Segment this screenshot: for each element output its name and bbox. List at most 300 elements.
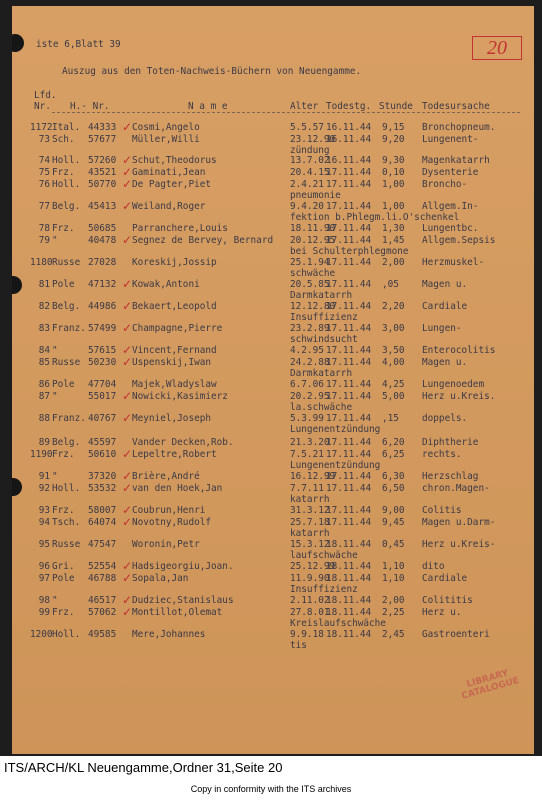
cell-date: 17.11.44 <box>326 301 372 312</box>
cell-h-nr: 43521 <box>88 167 117 178</box>
cell-name: Champagne,Pierre <box>132 323 223 334</box>
cell-time: 6,50 <box>382 483 405 494</box>
cell-h-nr: 49585 <box>88 629 117 640</box>
cell-name: Weiland,Roger <box>132 201 206 212</box>
table-row <box>12 605 534 629</box>
cell-time: 2,20 <box>382 301 405 312</box>
cell-continuation: katarrh <box>290 528 330 539</box>
cell-continuation: schwindsucht <box>290 334 358 345</box>
header-h-nr: H.- Nr. <box>70 101 110 112</box>
table-row <box>12 155 534 166</box>
cell-cause: Cardiale <box>422 301 468 312</box>
cell-nation: Franz. <box>52 323 86 334</box>
cell-date: 16.11.44 <box>326 122 372 133</box>
cell-h-nr: 50230 <box>88 357 117 368</box>
cell-h-nr: 44333 <box>88 122 117 133</box>
cell-name: Bekaert,Leopold <box>132 301 217 312</box>
cell-h-nr: 46788 <box>88 573 117 584</box>
cell-age: 18.11.90 <box>290 223 336 234</box>
table-row <box>12 595 534 606</box>
cell-h-nr: 45413 <box>88 201 117 212</box>
cell-date: 16.11.44 <box>326 155 372 166</box>
red-check-mark-icon: ✓ <box>122 559 133 573</box>
cell-age: 2.11.02 <box>290 595 330 606</box>
cell-h-nr: 52554 <box>88 561 117 572</box>
table-row <box>12 447 534 471</box>
cell-number: 1190 <box>30 449 53 460</box>
cell-continuation: Lungenentzündung <box>290 424 381 435</box>
cell-name: Majek,Wladyslaw <box>132 379 217 390</box>
cell-name: De Pagter,Piet <box>132 179 212 190</box>
cell-number: 86 <box>38 379 50 390</box>
cell-h-nr: 53532 <box>88 483 117 494</box>
cell-number: 78 <box>38 223 50 234</box>
cell-cause: dito <box>422 561 445 572</box>
cell-name: Woronin,Petr <box>132 539 200 550</box>
cell-h-nr: 57062 <box>88 607 117 618</box>
cell-cause: Broncho- <box>422 179 468 190</box>
cell-nation: Russe <box>52 539 81 550</box>
archive-reference: ITS/ARCH/KL Neuengamme,Ordner 31,Seite 20 <box>4 760 283 775</box>
cell-h-nr: 37320 <box>88 471 117 482</box>
cell-date: 17.11.44 <box>326 517 372 528</box>
cell-number: 85 <box>38 357 50 368</box>
table-row <box>12 561 534 572</box>
cell-date: 17.11.44 <box>326 167 372 178</box>
cell-h-nr: 57677 <box>88 134 117 145</box>
cell-date: 18.11.44 <box>326 573 372 584</box>
cell-h-nr: 45597 <box>88 437 117 448</box>
red-check-mark-icon: ✓ <box>122 411 133 425</box>
cell-nation: Franz. <box>52 413 86 424</box>
cell-date: 17.11.44 <box>326 357 372 368</box>
cell-continuation: Darmkatarrh <box>290 368 353 379</box>
cell-cause: doppels. <box>422 413 468 424</box>
cell-time: 1,10 <box>382 561 405 572</box>
red-check-mark-icon: ✓ <box>122 233 133 247</box>
cell-age: 25.12.99 <box>290 561 336 572</box>
cell-cause: Gastroenteri <box>422 629 490 640</box>
cell-name: Sopala,Jan <box>132 573 189 584</box>
cell-continuation: tis <box>290 640 307 651</box>
cell-number: 83 <box>38 323 50 334</box>
header-death-date: Todestg. <box>326 101 372 112</box>
cell-time: 6,30 <box>382 471 405 482</box>
cell-h-nr: 64074 <box>88 517 117 528</box>
cell-continuation: bei Schulterphlegmone <box>290 246 409 257</box>
archive-caption <box>0 758 542 800</box>
header-age: Alter <box>290 101 319 112</box>
cell-cause: Enterocolitis <box>422 345 496 356</box>
cell-age: 5.5.57 <box>290 122 324 133</box>
cell-nation: Russe <box>52 357 81 368</box>
cell-nation: Holl. <box>52 483 81 494</box>
cell-h-nr: 47547 <box>88 539 117 550</box>
cell-age: 20.4.15 <box>290 167 330 178</box>
cell-date: 17.11.44 <box>326 235 372 246</box>
page-number-stamp: 20 <box>472 36 522 60</box>
cell-number: 82 <box>38 301 50 312</box>
table-row <box>12 481 534 505</box>
cell-cause: Allgem.Sepsis <box>422 235 496 246</box>
cell-nation: Pole <box>52 573 75 584</box>
cell-name: Kowak,Antoni <box>132 279 200 290</box>
cell-cause: Dysenterie <box>422 167 479 178</box>
table-row <box>12 299 534 323</box>
cell-age: 16.12.99 <box>290 471 336 482</box>
cell-time: 6,20 <box>382 437 405 448</box>
cell-number: 95 <box>38 539 50 550</box>
cell-number: 93 <box>38 505 50 516</box>
header-cause: Todesursache <box>422 101 490 112</box>
cell-nation: Frz. <box>52 167 75 178</box>
table-row <box>12 539 534 561</box>
cell-date: 18.11.44 <box>326 561 372 572</box>
cell-name: Meyniel,Joseph <box>132 413 212 424</box>
cell-number: 84 <box>38 345 50 356</box>
cell-date: 16.11.44 <box>326 134 372 145</box>
cell-cause: Bronchopneum. <box>422 122 496 133</box>
table-row <box>12 122 534 133</box>
cell-nation: Frz. <box>52 505 75 516</box>
table-row <box>12 199 534 223</box>
cell-date: 18.11.44 <box>326 539 372 550</box>
cell-date: 17.11.44 <box>326 279 372 290</box>
cell-nation: Ital. <box>52 122 81 133</box>
cell-time: 2,00 <box>382 595 405 606</box>
table-row <box>12 629 534 651</box>
cell-cause: Magen u. <box>422 357 468 368</box>
cell-cause: Herz u. <box>422 607 462 618</box>
cell-date: 17.11.44 <box>326 471 372 482</box>
cell-nation: Holl. <box>52 179 81 190</box>
cell-continuation: la.schwäche <box>290 402 353 413</box>
cell-nation: " <box>52 391 58 402</box>
table-row <box>12 355 534 379</box>
cell-cause: Magen u.Darm- <box>422 517 496 528</box>
cell-date: 17.11.44 <box>326 413 372 424</box>
cell-age: 5.3.99 <box>290 413 324 424</box>
cell-time: 0,45 <box>382 539 405 550</box>
cell-cause: Diphtherie <box>422 437 479 448</box>
red-check-mark-icon: ✓ <box>122 481 133 495</box>
cell-age: 9.9.18 <box>290 629 324 640</box>
cell-time: ,15 <box>382 413 399 424</box>
cell-date: 17.11.44 <box>326 179 372 190</box>
cell-nation: Holl. <box>52 629 81 640</box>
red-check-mark-icon: ✓ <box>122 469 133 483</box>
cell-name: Schut,Theodorus <box>132 155 217 166</box>
cell-date: 18.11.44 <box>326 595 372 606</box>
cell-number: 76 <box>38 179 50 190</box>
red-check-mark-icon: ✓ <box>122 177 133 191</box>
cell-age: 27.8.01 <box>290 607 330 618</box>
table-row <box>12 437 534 448</box>
cell-number: 73 <box>38 134 50 145</box>
cell-cause: Herz u.Kreis- <box>422 539 496 550</box>
cell-name: Mere,Johannes <box>132 629 206 640</box>
cell-age: 31.3.12 <box>290 505 330 516</box>
header-time: Stunde <box>379 101 413 112</box>
table-row <box>12 257 534 279</box>
cell-cause: Cardiale <box>422 573 468 584</box>
cell-h-nr: 57260 <box>88 155 117 166</box>
cell-cause: Lungenoedem <box>422 379 485 390</box>
red-check-mark-icon: ✓ <box>122 120 133 134</box>
red-check-mark-icon: ✓ <box>122 343 133 357</box>
table-row <box>12 134 534 156</box>
cell-name: Brière,André <box>132 471 200 482</box>
cell-name: Segnez de Bervey, Bernard <box>132 235 274 246</box>
cell-number: 75 <box>38 167 50 178</box>
cell-number: 97 <box>38 573 50 584</box>
cell-h-nr: 27028 <box>88 257 117 268</box>
cell-number: 99 <box>38 607 50 618</box>
table-row <box>12 177 534 201</box>
cell-cause: rechts. <box>422 449 462 460</box>
cell-date: 17.11.44 <box>326 257 372 268</box>
cell-date: 17.11.44 <box>326 449 372 460</box>
cell-number: 1200 <box>30 629 53 640</box>
cell-date: 17.11.44 <box>326 323 372 334</box>
red-check-mark-icon: ✓ <box>122 153 133 167</box>
table-row <box>12 411 534 435</box>
cell-name: Hadsigeorgiu,Joan. <box>132 561 234 572</box>
cell-time: 1,10 <box>382 573 405 584</box>
cell-nation: Sch. <box>52 134 75 145</box>
cell-number: 92 <box>38 483 50 494</box>
cell-age: 7.5.21 <box>290 449 324 460</box>
cell-continuation: Darmkatarrh <box>290 290 353 301</box>
cell-age: 25.1.94 <box>290 257 330 268</box>
cell-age: 21.3.20 <box>290 437 330 448</box>
cell-h-nr: 58007 <box>88 505 117 516</box>
cell-number: 79 <box>38 235 50 246</box>
cell-cause: Allgem.In- <box>422 201 479 212</box>
cell-date: 17.11.44 <box>326 483 372 494</box>
cell-nation: " <box>52 471 58 482</box>
cell-time: 3,50 <box>382 345 405 356</box>
cell-date: 18.11.44 <box>326 629 372 640</box>
table-row <box>12 277 534 301</box>
document-sheet <box>12 6 534 754</box>
cell-nation: " <box>52 235 58 246</box>
cell-cause: Herzschlag <box>422 471 479 482</box>
cell-time: 2,00 <box>382 257 405 268</box>
death-record-table <box>12 6 534 754</box>
table-row <box>12 505 534 516</box>
cell-name: Vander Decken,Rob. <box>132 437 234 448</box>
red-check-mark-icon: ✓ <box>122 515 133 529</box>
cell-age: 20.5.85 <box>290 279 330 290</box>
cell-cause: Magenkatarrh <box>422 155 490 166</box>
cell-age: 2.4.21 <box>290 179 324 190</box>
table-row <box>12 321 534 345</box>
cell-time: 9,45 <box>382 517 405 528</box>
cell-cause: Lungentbc. <box>422 223 479 234</box>
cell-age: 6.7.06 <box>290 379 324 390</box>
cell-number: 98 <box>38 595 50 606</box>
table-row <box>12 233 534 257</box>
cell-nation: " <box>52 595 58 606</box>
cell-number: 94 <box>38 517 50 528</box>
cell-continuation: fektion b.Phlegm.li.O'schenkel <box>290 212 460 223</box>
cell-h-nr: 57615 <box>88 345 117 356</box>
cell-date: 17.11.44 <box>326 379 372 390</box>
cell-date: 17.11.44 <box>326 391 372 402</box>
header-name: N a m e <box>188 101 228 112</box>
table-row <box>12 345 534 356</box>
cell-continuation: Lungenentzündung <box>290 460 381 471</box>
cell-h-nr: 40478 <box>88 235 117 246</box>
cell-date: 17.11.44 <box>326 201 372 212</box>
cell-nation: " <box>52 345 58 356</box>
cell-name: van den Hoek,Jan <box>132 483 223 494</box>
cell-number: 77 <box>38 201 50 212</box>
conformity-note: Copy in conformity with the ITS archives <box>190 784 352 794</box>
cell-h-nr: 47704 <box>88 379 117 390</box>
cell-name: Novotny,Rudolf <box>132 517 212 528</box>
cell-name: Vincent,Fernand <box>132 345 217 356</box>
cell-date: 18.11.44 <box>326 607 372 618</box>
cell-time: 9,20 <box>382 134 405 145</box>
cell-continuation: schwäche <box>290 268 336 279</box>
cell-h-nr: 50685 <box>88 223 117 234</box>
cell-cause: Lungenent- <box>422 134 479 145</box>
cell-age: 20.12.95 <box>290 235 336 246</box>
cell-name: Nowicki,Kasimierz <box>132 391 228 402</box>
cell-nation: Russe <box>52 257 81 268</box>
table-row <box>12 223 534 234</box>
red-check-mark-icon: ✓ <box>122 605 133 619</box>
cell-name: Müller,Willi <box>132 134 200 145</box>
cell-number: 96 <box>38 561 50 572</box>
table-row <box>12 167 534 178</box>
cell-nation: Holl. <box>52 155 81 166</box>
table-row <box>12 515 534 539</box>
cell-h-nr: 47132 <box>88 279 117 290</box>
cell-cause: Lungen- <box>422 323 462 334</box>
cell-name: Cosmi,Angelo <box>132 122 200 133</box>
cell-nation: Belg. <box>52 437 81 448</box>
table-row <box>12 571 534 595</box>
cell-age: 4.2.95 <box>290 345 324 356</box>
cell-continuation: laufschwäche <box>290 550 358 561</box>
cell-nation: Pole <box>52 379 75 390</box>
document-title: Auszug aus den Toten-Nachweis-Büchern von Neuengamme. <box>62 66 362 77</box>
table-row <box>12 471 534 482</box>
red-check-mark-icon: ✓ <box>122 277 133 291</box>
cell-nation: Belg. <box>52 201 81 212</box>
cell-name: Parranchere,Louis <box>132 223 228 234</box>
cell-time: 1,00 <box>382 179 405 190</box>
cell-number: 91 <box>38 471 50 482</box>
cell-cause: Colititis <box>422 595 473 606</box>
cell-age: 13.7.02 <box>290 155 330 166</box>
cell-number: 87 <box>38 391 50 402</box>
cell-date: 17.11.44 <box>326 345 372 356</box>
cell-name: Lepeltre,Robert <box>132 449 217 460</box>
cell-date: 17.11.44 <box>326 223 372 234</box>
cell-cause: Herzmuskel- <box>422 257 485 268</box>
cell-h-nr: 57499 <box>88 323 117 334</box>
cell-h-nr: 50610 <box>88 449 117 460</box>
cell-age: 9.4.20 <box>290 201 324 212</box>
red-check-mark-icon: ✓ <box>122 447 133 461</box>
cell-number: 81 <box>38 279 50 290</box>
red-check-mark-icon: ✓ <box>122 593 133 607</box>
cell-continuation: Insuffizienz <box>290 584 358 595</box>
cell-h-nr: 50770 <box>88 179 117 190</box>
cell-nation: Tsch. <box>52 517 81 528</box>
cell-time: 9,15 <box>382 122 405 133</box>
cell-number: 89 <box>38 437 50 448</box>
cell-name: Uspenskij,Iwan <box>132 357 212 368</box>
library-catalogue-stamp: LIBRARY CATALOGUE <box>460 668 521 702</box>
cell-nation: Pole <box>52 279 75 290</box>
cell-time: 5,00 <box>382 391 405 402</box>
red-check-mark-icon: ✓ <box>122 571 133 585</box>
cell-name: Coubrun,Henri <box>132 505 206 516</box>
cell-date: 17.11.44 <box>326 437 372 448</box>
cell-number: 74 <box>38 155 50 166</box>
cell-nation: Gri. <box>52 561 75 572</box>
red-check-mark-icon: ✓ <box>122 389 133 403</box>
red-check-mark-icon: ✓ <box>122 503 133 517</box>
cell-number: 1180 <box>30 257 53 268</box>
cell-cause: Herz u.Kreis. <box>422 391 496 402</box>
cell-cause: Magen u. <box>422 279 468 290</box>
cell-date: 17.11.44 <box>326 505 372 516</box>
cell-age: 15.3.12 <box>290 539 330 550</box>
cell-cause: Colitis <box>422 505 462 516</box>
cell-time: 2,45 <box>382 629 405 640</box>
cell-continuation: Insuffizienz <box>290 312 358 323</box>
sheet-reference: iste 6,Blatt 39 <box>36 39 121 50</box>
cell-time: 1,00 <box>382 201 405 212</box>
cell-age: 23.12.90 <box>290 134 336 145</box>
cell-time: 9,30 <box>382 155 405 166</box>
cell-cause: chron.Magen- <box>422 483 490 494</box>
cell-continuation: pneumonie <box>290 190 341 201</box>
cell-time: 9,00 <box>382 505 405 516</box>
cell-time: 1,30 <box>382 223 405 234</box>
cell-age: 7.7.11 <box>290 483 324 494</box>
red-check-mark-icon: ✓ <box>122 355 133 369</box>
cell-h-nr: 44986 <box>88 301 117 312</box>
cell-name: Montillot,Olemat <box>132 607 223 618</box>
cell-age: 23.2.89 <box>290 323 330 334</box>
cell-number: 88 <box>38 413 50 424</box>
cell-time: ,05 <box>382 279 399 290</box>
cell-name: Gaminati,Jean <box>132 167 206 178</box>
cell-age: 12.12.80 <box>290 301 336 312</box>
cell-name: Koreskij,Jossip <box>132 257 217 268</box>
red-check-mark-icon: ✓ <box>122 299 133 313</box>
cell-time: 2,25 <box>382 607 405 618</box>
cell-continuation: Kreislaufschwäche <box>290 618 386 629</box>
cell-nation: Frz. <box>52 223 75 234</box>
cell-time: 4,25 <box>382 379 405 390</box>
cell-nation: Frz. <box>52 449 75 460</box>
cell-nation: Belg. <box>52 301 81 312</box>
cell-age: 25.7.18 <box>290 517 330 528</box>
red-check-mark-icon: ✓ <box>122 321 133 335</box>
cell-time: 4,00 <box>382 357 405 368</box>
header-number: Lfd. Nr. <box>34 90 57 112</box>
red-check-mark-icon: ✓ <box>122 165 133 179</box>
cell-time: 3,00 <box>382 323 405 334</box>
